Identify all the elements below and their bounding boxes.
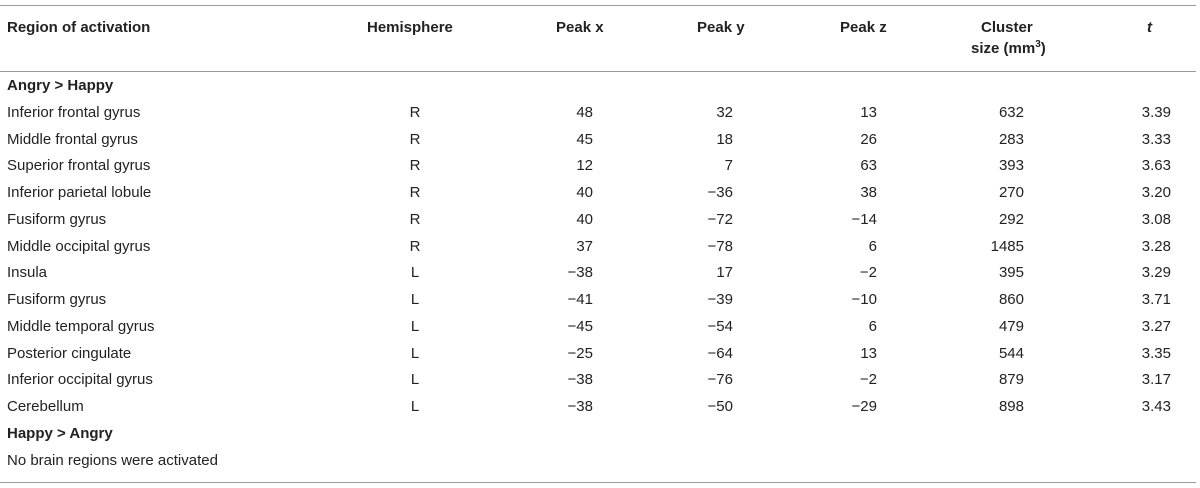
cell-peak-x: −41 (567, 291, 593, 308)
cell-hemisphere: L (410, 371, 420, 389)
cell-hemisphere: L (410, 291, 420, 308)
table-top-rule (0, 5, 1196, 6)
cell-t: 3.20 (1141, 184, 1171, 201)
cell-region: Superior frontal gyrus (7, 157, 151, 175)
cell-hemisphere: L (410, 344, 420, 362)
cell-peak-z: 26 (860, 130, 877, 148)
cell-peak-y: 32 (716, 103, 733, 121)
cell-peak-y: 17 (716, 264, 733, 282)
table-body (0, 73, 1196, 474)
cell-hemisphere: R (409, 130, 421, 148)
cell-hemisphere: R (409, 184, 421, 201)
table-row (0, 287, 1196, 314)
table-header-rule (0, 71, 1196, 72)
cell-hemisphere: R (409, 237, 421, 255)
cell-peak-y: −36 (707, 184, 733, 201)
cell-peak-z: −2 (859, 371, 877, 389)
cell-peak-z: −29 (851, 398, 877, 415)
cell-t: 3.71 (1141, 291, 1171, 308)
header-peak-z: Peak z (840, 19, 887, 36)
cell-hemisphere: L (410, 264, 420, 282)
cell-peak-y: −54 (707, 317, 733, 335)
table-row (0, 314, 1196, 341)
cell-t: 3.63 (1141, 157, 1171, 175)
cell-region: Inferior frontal gyrus (7, 103, 141, 121)
section-note: No brain regions were activated (7, 451, 218, 469)
header-cluster-sup: 3 (1035, 39, 1041, 50)
header-cluster-close: ) (1040, 40, 1046, 57)
cell-region: Fusiform gyrus (7, 210, 107, 228)
cell-hemisphere: R (409, 103, 421, 121)
cell-cluster-size: 393 (998, 157, 1024, 175)
section-row (0, 73, 1196, 100)
cell-peak-y: −39 (707, 291, 733, 308)
table-row (0, 207, 1196, 234)
cell-peak-y: −50 (707, 398, 733, 415)
cell-peak-z: 13 (860, 103, 877, 121)
table-row (0, 153, 1196, 180)
cell-t: 3.08 (1141, 210, 1171, 228)
section-label-angry-happy: Angry > Happy (7, 77, 114, 94)
cell-peak-y: 18 (716, 130, 733, 148)
cell-cluster-size: 632 (998, 103, 1024, 121)
cell-peak-z: 38 (860, 184, 877, 201)
cell-cluster-size: 544 (998, 344, 1024, 362)
cell-peak-z: 13 (860, 344, 877, 362)
cell-cluster-size: 879 (998, 371, 1024, 389)
cell-peak-y: 7 (724, 157, 733, 175)
cell-peak-x: 45 (576, 130, 593, 148)
header-cluster-line1: Cluster (981, 19, 1033, 36)
cell-peak-x: 12 (576, 157, 593, 175)
cell-t: 3.27 (1141, 317, 1171, 335)
header-t: t (1147, 19, 1152, 36)
section-label-happy-angry: Happy > Angry (7, 424, 113, 442)
cell-peak-x: −38 (567, 264, 593, 282)
header-cluster-unit: size (mm (971, 40, 1036, 57)
cell-hemisphere: L (410, 398, 420, 415)
cell-peak-y: −72 (707, 210, 733, 228)
header-hemisphere: Hemisphere (367, 19, 453, 36)
cell-peak-x: −38 (567, 398, 593, 415)
cell-cluster-size: 898 (998, 398, 1024, 415)
table-row (0, 234, 1196, 261)
cell-cluster-size: 479 (998, 317, 1024, 335)
header-cluster-line2 (971, 38, 1046, 59)
cell-region: Inferior occipital gyrus (7, 371, 153, 389)
cell-peak-y: −76 (707, 371, 733, 389)
cell-region: Middle temporal gyrus (7, 317, 155, 335)
cell-peak-y: −64 (707, 344, 733, 362)
cell-t: 3.28 (1141, 237, 1171, 255)
cell-peak-x: −38 (567, 371, 593, 389)
cell-peak-x: 40 (576, 210, 593, 228)
table-row (0, 341, 1196, 368)
cell-peak-z: −2 (859, 264, 877, 282)
cell-region: Cerebellum (7, 398, 84, 415)
table-row (0, 394, 1196, 421)
table-row (0, 367, 1196, 394)
cell-peak-z: −14 (851, 210, 877, 228)
cell-hemisphere: L (410, 317, 420, 335)
cell-peak-x: 48 (576, 103, 593, 121)
cell-peak-z: 63 (860, 157, 877, 175)
cell-t: 3.17 (1141, 371, 1171, 389)
cell-hemisphere: R (409, 210, 421, 228)
section-row (0, 421, 1196, 448)
cell-t: 3.39 (1141, 103, 1171, 121)
table-bottom-rule (0, 482, 1196, 483)
cell-region: Middle frontal gyrus (7, 130, 138, 148)
cell-cluster-size: 283 (998, 130, 1024, 148)
table-row (0, 180, 1196, 207)
cell-peak-x: −45 (567, 317, 593, 335)
header-peak-y: Peak y (697, 19, 745, 36)
cell-peak-x: 37 (576, 237, 593, 255)
cell-t: 3.29 (1141, 264, 1171, 282)
cell-t: 3.33 (1141, 130, 1171, 148)
table-row (0, 100, 1196, 127)
cell-peak-y: −78 (707, 237, 733, 255)
cell-peak-x: 40 (576, 184, 593, 201)
table-header-row (0, 12, 1196, 68)
cell-peak-z: 6 (868, 237, 877, 255)
header-peak-x: Peak x (556, 19, 604, 36)
cell-hemisphere: R (409, 157, 421, 175)
cell-region: Inferior parietal lobule (7, 184, 152, 201)
cell-cluster-size: 270 (998, 184, 1024, 201)
cell-region: Fusiform gyrus (7, 291, 107, 308)
cell-peak-z: 6 (868, 317, 877, 335)
header-cluster-size (971, 17, 1046, 59)
table-row (0, 448, 1196, 475)
cell-cluster-size: 292 (998, 210, 1024, 228)
cell-region: Insula (7, 264, 48, 282)
cell-region: Posterior cingulate (7, 344, 132, 362)
cell-t: 3.35 (1141, 344, 1171, 362)
table-row (0, 260, 1196, 287)
cell-t: 3.43 (1141, 398, 1171, 415)
cell-cluster-size: 395 (998, 264, 1024, 282)
cell-cluster-size: 860 (998, 291, 1024, 308)
table-row (0, 127, 1196, 154)
cell-peak-z: −10 (851, 291, 877, 308)
header-region: Region of activation (7, 19, 151, 36)
cell-cluster-size: 1485 (990, 237, 1024, 255)
cell-region: Middle occipital gyrus (7, 237, 151, 255)
cell-peak-x: −25 (567, 344, 593, 362)
